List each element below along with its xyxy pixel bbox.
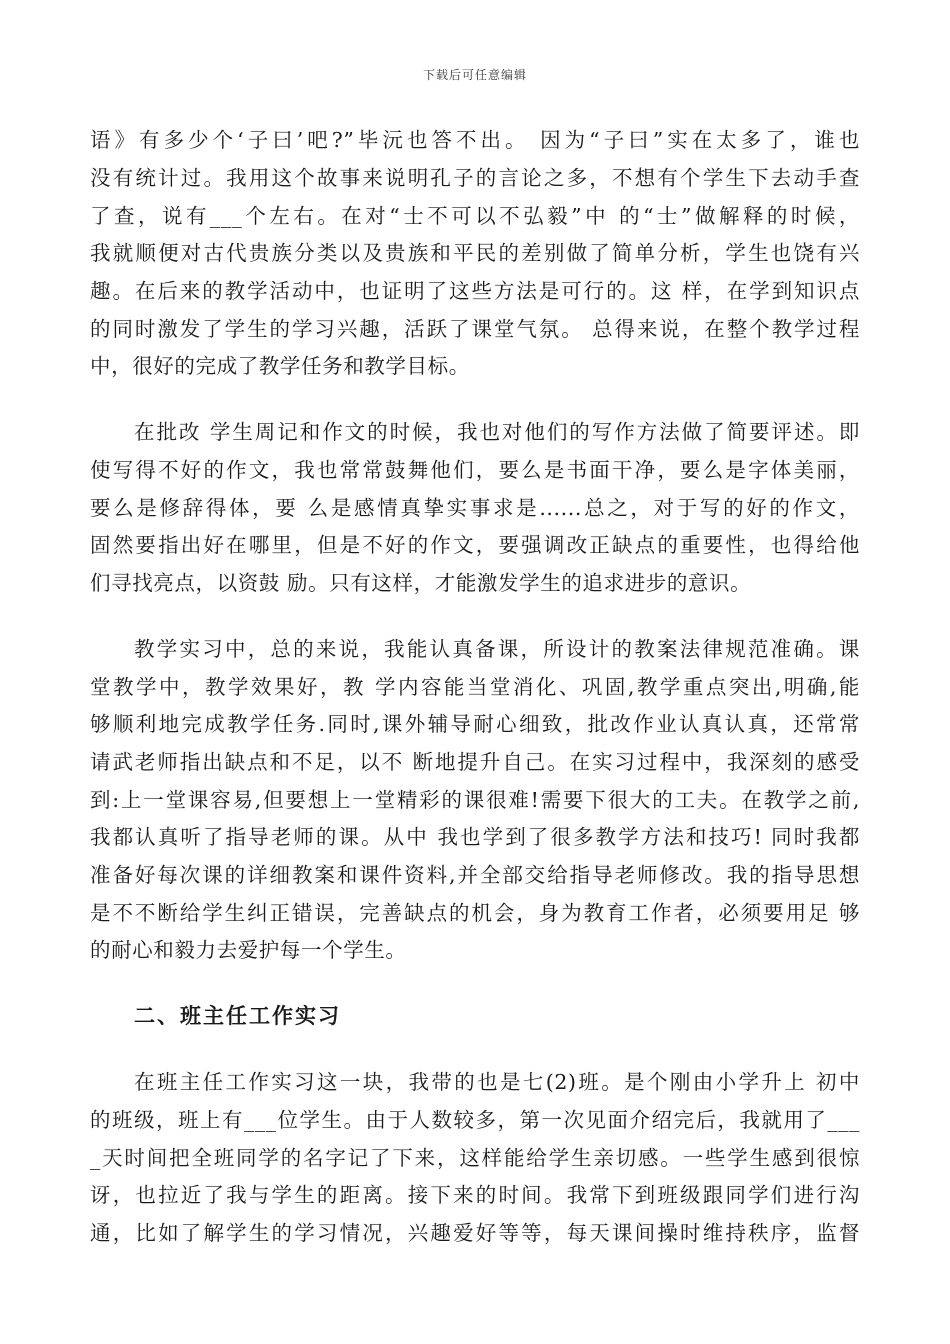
paragraph-line: 教学实习中，总的来说，我能认真备课，所设计的教案法律规范准确。课: [134, 637, 860, 661]
paragraph-line: 固然要指出好在哪里，但是不好的作文，要强调改正缺点的重要性，也得给他: [90, 533, 860, 557]
paragraph-line: _天时间把全班同学的名字记了下来，这样能给学生亲切感。一些学生感到很惊: [90, 1146, 860, 1170]
paragraph-line: 在班主任工作实习这一块，我带的也是七(2)班。是个刚由小学升上 初中: [134, 1070, 860, 1094]
paragraph-line: 讶，也拉近了我与学生的距离。接下来的时间。我常下到班级跟同学们进行沟: [90, 1183, 860, 1207]
paragraph-line: 没有统计过。我用这个故事来说明孔子的言论之多，不想有个学生下去动手查: [90, 166, 860, 190]
paragraph-line: 的同时激发了学生的学习兴趣，活跃了课堂气氛。 总得来说，在整个教学过程: [90, 317, 860, 341]
paragraph-line: 堂教学中，教学效果好，教 学内容能当堂消化、巩固,教学重点突出,明确,能: [90, 675, 860, 699]
paragraph-line: 了查，说有___个左右。在对“士不可以不弘毅”中 的“士”做解释的时候，: [90, 204, 860, 228]
paragraph-line: 的班级，班上有___位学生。由于人数较多，第一次见面介绍完后，我就用了___: [90, 1108, 860, 1132]
paragraph-line: 我都认真听了指导老师的课。从中 我也学到了很多教学方法和技巧! 同时我都: [90, 825, 860, 849]
paragraph-line: 我就顺便对古代贵族分类以及贵族和平民的差别做了简单分析，学生也饶有兴: [90, 241, 860, 265]
paragraph-line: 中，很好的完成了教学任务和教学目标。: [90, 354, 470, 378]
paragraph-line: 通，比如了解学生的学习情况，兴趣爱好等等，每天课间操时维持秩序，监督: [90, 1221, 860, 1245]
paragraph-line: 在批改 学生周记和作文的时候，我也对他们的写作方法做了简要评述。即: [134, 420, 860, 444]
paragraph-line: 语》有多少个‘子曰’吧?”毕沅也答不出。 因为“子曰”实在太多了，谁也: [90, 128, 860, 152]
paragraph-line: 准备好每次课的详细教案和课件资料,并全部交给指导老师修改。我的指导思想: [90, 863, 860, 887]
paragraph-line: 使写得不好的作文，我也常常鼓舞他们，要么是书面干净，要么是字体美丽，: [90, 458, 860, 482]
page-header-note: 下载后可任意编辑: [422, 68, 527, 82]
paragraph-line: 们寻找亮点，以资鼓 励。只有这样，才能激发学生的追求进步的意识。: [90, 571, 752, 595]
paragraph-line: 够顺利地完成教学任务.同时,课外辅导耐心细致，批改作业认真认真，还常常: [90, 712, 860, 736]
paragraph-line: 请武老师指出缺点和不足，以不 断地提升自己。在实习过程中，我深刻的感受: [90, 750, 860, 774]
section-heading: 二、班主任工作实习: [134, 1004, 341, 1028]
paragraph-line: 是不不断给学生纠正错误，完善缺点的机会，身为教育工作者，必须要用足 够: [90, 901, 860, 925]
paragraph-line: 的耐心和毅力去爱护每一个学生。: [90, 938, 407, 962]
paragraph-line: 要么是修辞得体，要 么是感情真挚实事求是......总之，对于写的好的作文，: [90, 496, 860, 520]
paragraph-line: 到:上一堂课容易,但要想上一堂精彩的课很难!需要下很大的工夫。在教学之前,: [90, 788, 860, 812]
paragraph-line: 趣。在后来的教学活动中，也证明了这些方法是可行的。这 样，在学到知识点: [90, 279, 860, 303]
